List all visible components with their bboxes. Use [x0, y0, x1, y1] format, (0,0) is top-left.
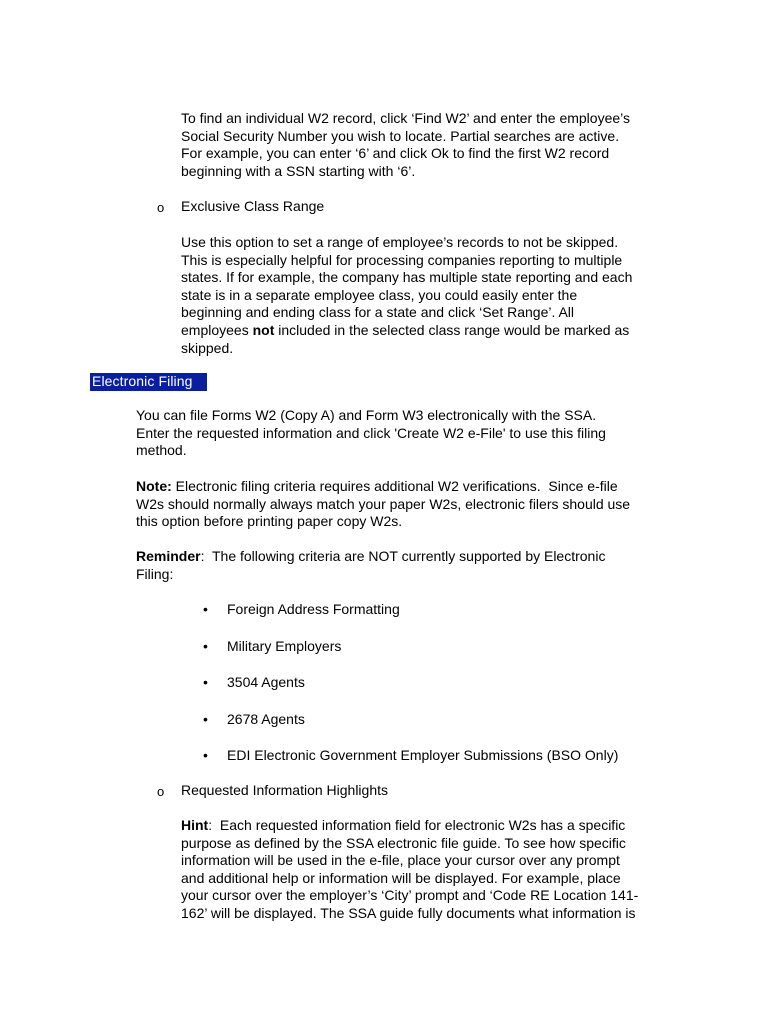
paragraph-line: [181, 817, 686, 835]
bullet-dot-icon: •: [203, 747, 208, 763]
bullet-dot-icon: •: [203, 711, 208, 727]
circle-bullet-icon: o: [157, 784, 165, 799]
paragraph-line: information will be used in the e-file, place your cursor over any prompt: [181, 852, 620, 869]
paragraph-line: your cursor over the employer’s ‘City’ prompt and ‘Code RE Location 141-: [181, 887, 639, 904]
paragraph-line: this option before printing paper copy W2s.: [136, 513, 403, 530]
note-label: Note:: [136, 478, 172, 494]
paragraph-line: [181, 322, 701, 340]
paragraph-line: For example, you can enter ‘6’ and click Ok to find the first W2 record: [181, 145, 610, 162]
paragraph-line: Social Security Number you wish to locate. Partial searches are active.: [181, 127, 620, 144]
note-paragraph: [136, 478, 676, 531]
list-item: Military Employers: [227, 638, 342, 654]
paragraph-line: To find an individual W2 record, click ‘Find W2’ and enter the employee’s: [181, 110, 630, 126]
paragraph-line: Use this option to set a range of employee’s records to not be skipped.: [181, 234, 619, 250]
line-text: Electronic filing criteria requires additional W2 verifications. Since e-file: [171, 478, 618, 494]
hint-paragraph: [181, 817, 686, 923]
list-item: 2678 Agents: [227, 711, 305, 727]
paragraph-line: beginning with a SSN starting with ‘6’.: [181, 162, 416, 179]
line-text: employees: [181, 321, 253, 338]
exclusive-class-range-paragraph: [181, 234, 701, 357]
paragraph-line: states. If for example, the company has multiple state reporting and each: [181, 269, 633, 286]
list-item: Foreign Address Formatting: [227, 601, 400, 617]
line-text: : Each requested information field for electronic W2s has a specific: [208, 817, 626, 833]
paragraph-line: state is in a separate employee class, you could easily enter the: [181, 286, 578, 303]
paragraph-line: [136, 548, 676, 566]
requested-information-label: Requested Information Highlights: [181, 782, 389, 798]
bullet-dot-icon: •: [203, 638, 208, 654]
bullet-dot-icon: •: [203, 601, 208, 617]
paragraph-line: 162’ will be displayed. The SSA guide fully documents what information is: [181, 904, 636, 921]
paragraph-line: Filing:: [136, 565, 174, 582]
reminder-paragraph: [136, 548, 676, 583]
paragraph-line: You can file Forms W2 (Copy A) and Form W3 electronically with the SSA.: [136, 407, 597, 423]
hint-label: Hint: [181, 817, 209, 833]
paragraph-line: method.: [136, 442, 187, 459]
paragraph-line: skipped.: [181, 339, 234, 356]
paragraph-line: purpose as defined by the SSA electronic file guide. To see how specific: [181, 834, 626, 851]
exclusive-class-range-label: Exclusive Class Range: [181, 198, 325, 214]
paragraph-line: beginning and ending class for a state and click ‘Set Range’. All: [181, 304, 575, 321]
bullet-dot-icon: •: [203, 674, 208, 690]
line-text: included in the selected class range would be marked as: [274, 321, 630, 338]
line-text: : The following criteria are NOT currently supported by Electronic: [200, 548, 606, 564]
emphasis-not: not: [252, 321, 275, 338]
find-w2-paragraph: [181, 110, 701, 180]
paragraph-line: This is especially helpful for processing companies reporting to multiple: [181, 251, 623, 268]
paragraph-line: [136, 478, 676, 496]
electronic-filing-intro: [136, 407, 676, 460]
paragraph-line: and additional help or information will be displayed. For example, place: [181, 869, 621, 886]
paragraph-line: Enter the requested information and click 'Create W2 e-File' to use this filing: [136, 424, 606, 441]
circle-bullet-icon: o: [157, 200, 165, 215]
reminder-label: Reminder: [136, 548, 201, 564]
electronic-filing-heading: Electronic Filing: [90, 373, 207, 391]
list-item: EDI Electronic Government Employer Submissions (BSO Only): [227, 747, 619, 763]
paragraph-line: W2s should normally always match your paper W2s, electronic filers should use: [136, 495, 631, 512]
list-item: 3504 Agents: [227, 674, 305, 690]
